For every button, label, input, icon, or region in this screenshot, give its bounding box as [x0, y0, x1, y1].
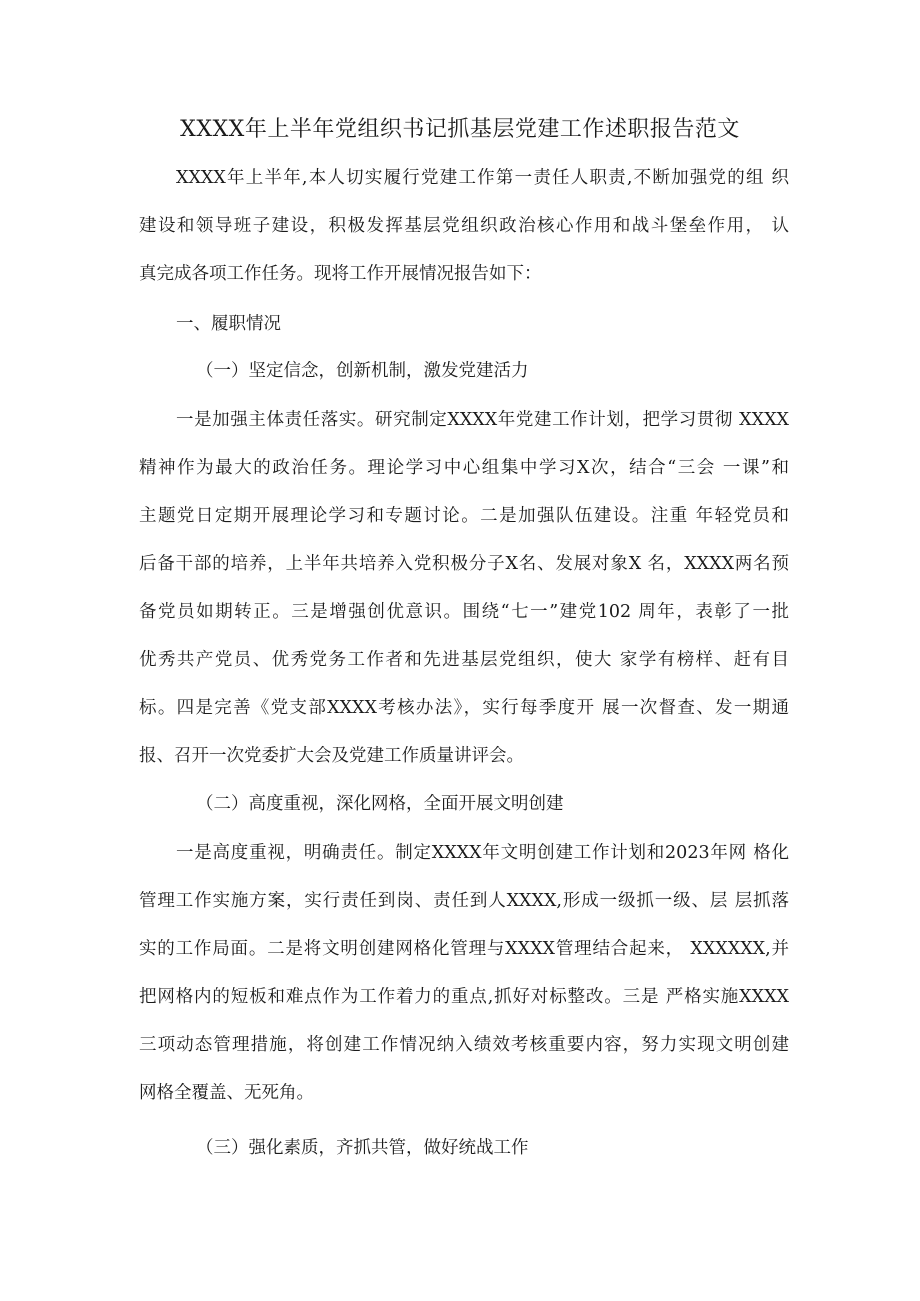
- sub2-line-3: 实的工作局面。二是将文明创建网格化管理与XXXX管理结合起来， XXXXXX,并: [139, 939, 789, 959]
- sub2-line-4: 把网格内的短板和难点作为工作着力的重点,抓好对标整改。三是 严格实施XXXX: [139, 987, 789, 1007]
- sub2-line-5: 三项动态管理措施，将创建工作情况纳入绩效考核重要内容，努力实现文明创建: [139, 1035, 789, 1055]
- intro-line-1: XXXX年上半年,本人切实履行党建工作第一责任人职责,不断加强党的组 织: [176, 168, 789, 188]
- sub1-line-3: 主题党日定期开展理论学习和专题讨论。二是加强队伍建设。注重 年轻党员和: [139, 506, 789, 526]
- sub2-line-1: 一是高度重视，明确责任。制定XXXX年文明创建工作计划和2023年网 格化: [176, 843, 789, 863]
- intro-line-2: 建设和领导班子建设，积极发挥基层党组织政治核心作用和战斗堡垒作用， 认: [139, 216, 789, 236]
- subsection-heading-1: （一）坚定信念，创新机制，激发党建活力: [196, 361, 529, 381]
- section-heading-1: 一、履职情况: [176, 314, 281, 334]
- sub1-line-5: 备党员如期转正。三是增强创优意识。围绕“七一”建党102 周年，表彰了一批: [139, 602, 789, 622]
- sub1-line-4: 后备干部的培养，上半年共培养入党积极分子X名、发展对象X 名，XXXX两名预: [139, 554, 789, 574]
- sub1-line-6: 优秀共产党员、优秀党务工作者和先进基层党组织，使大 家学有榜样、赶有目: [139, 650, 789, 670]
- sub1-line-1: 一是加强主体责任落实。研究制定XXXX年党建工作计划，把学习贯彻 XXXX: [176, 410, 789, 430]
- sub1-line-2: 精神作为最大的政治任务。理论学习中心组集中学习X次，结合“三会 一课”和: [139, 458, 789, 478]
- sub2-line-6: 网格全覆盖、无死角。: [139, 1083, 314, 1103]
- intro-line-3: 真完成各项工作任务。现将工作开展情况报告如下：: [139, 264, 542, 284]
- sub1-line-8: 报、召开一次党委扩大会及党建工作质量讲评会。: [139, 746, 524, 766]
- subsection-heading-3: （三）强化素质，齐抓共管，做好统战工作: [196, 1138, 529, 1158]
- sub2-line-2: 管理工作实施方案，实行责任到岗、责任到人XXXX,形成一级抓一级、层 层抓落: [139, 891, 789, 911]
- document-title: XXXX年上半年党组织书记抓基层党建工作述职报告范文: [180, 117, 740, 142]
- sub1-line-7: 标。四是完善《党支部XXXX考核办法》，实行每季度开 展一次督查、发一期通: [139, 698, 789, 718]
- subsection-heading-2: （二）高度重视，深化网格，全面开展文明创建: [196, 794, 564, 814]
